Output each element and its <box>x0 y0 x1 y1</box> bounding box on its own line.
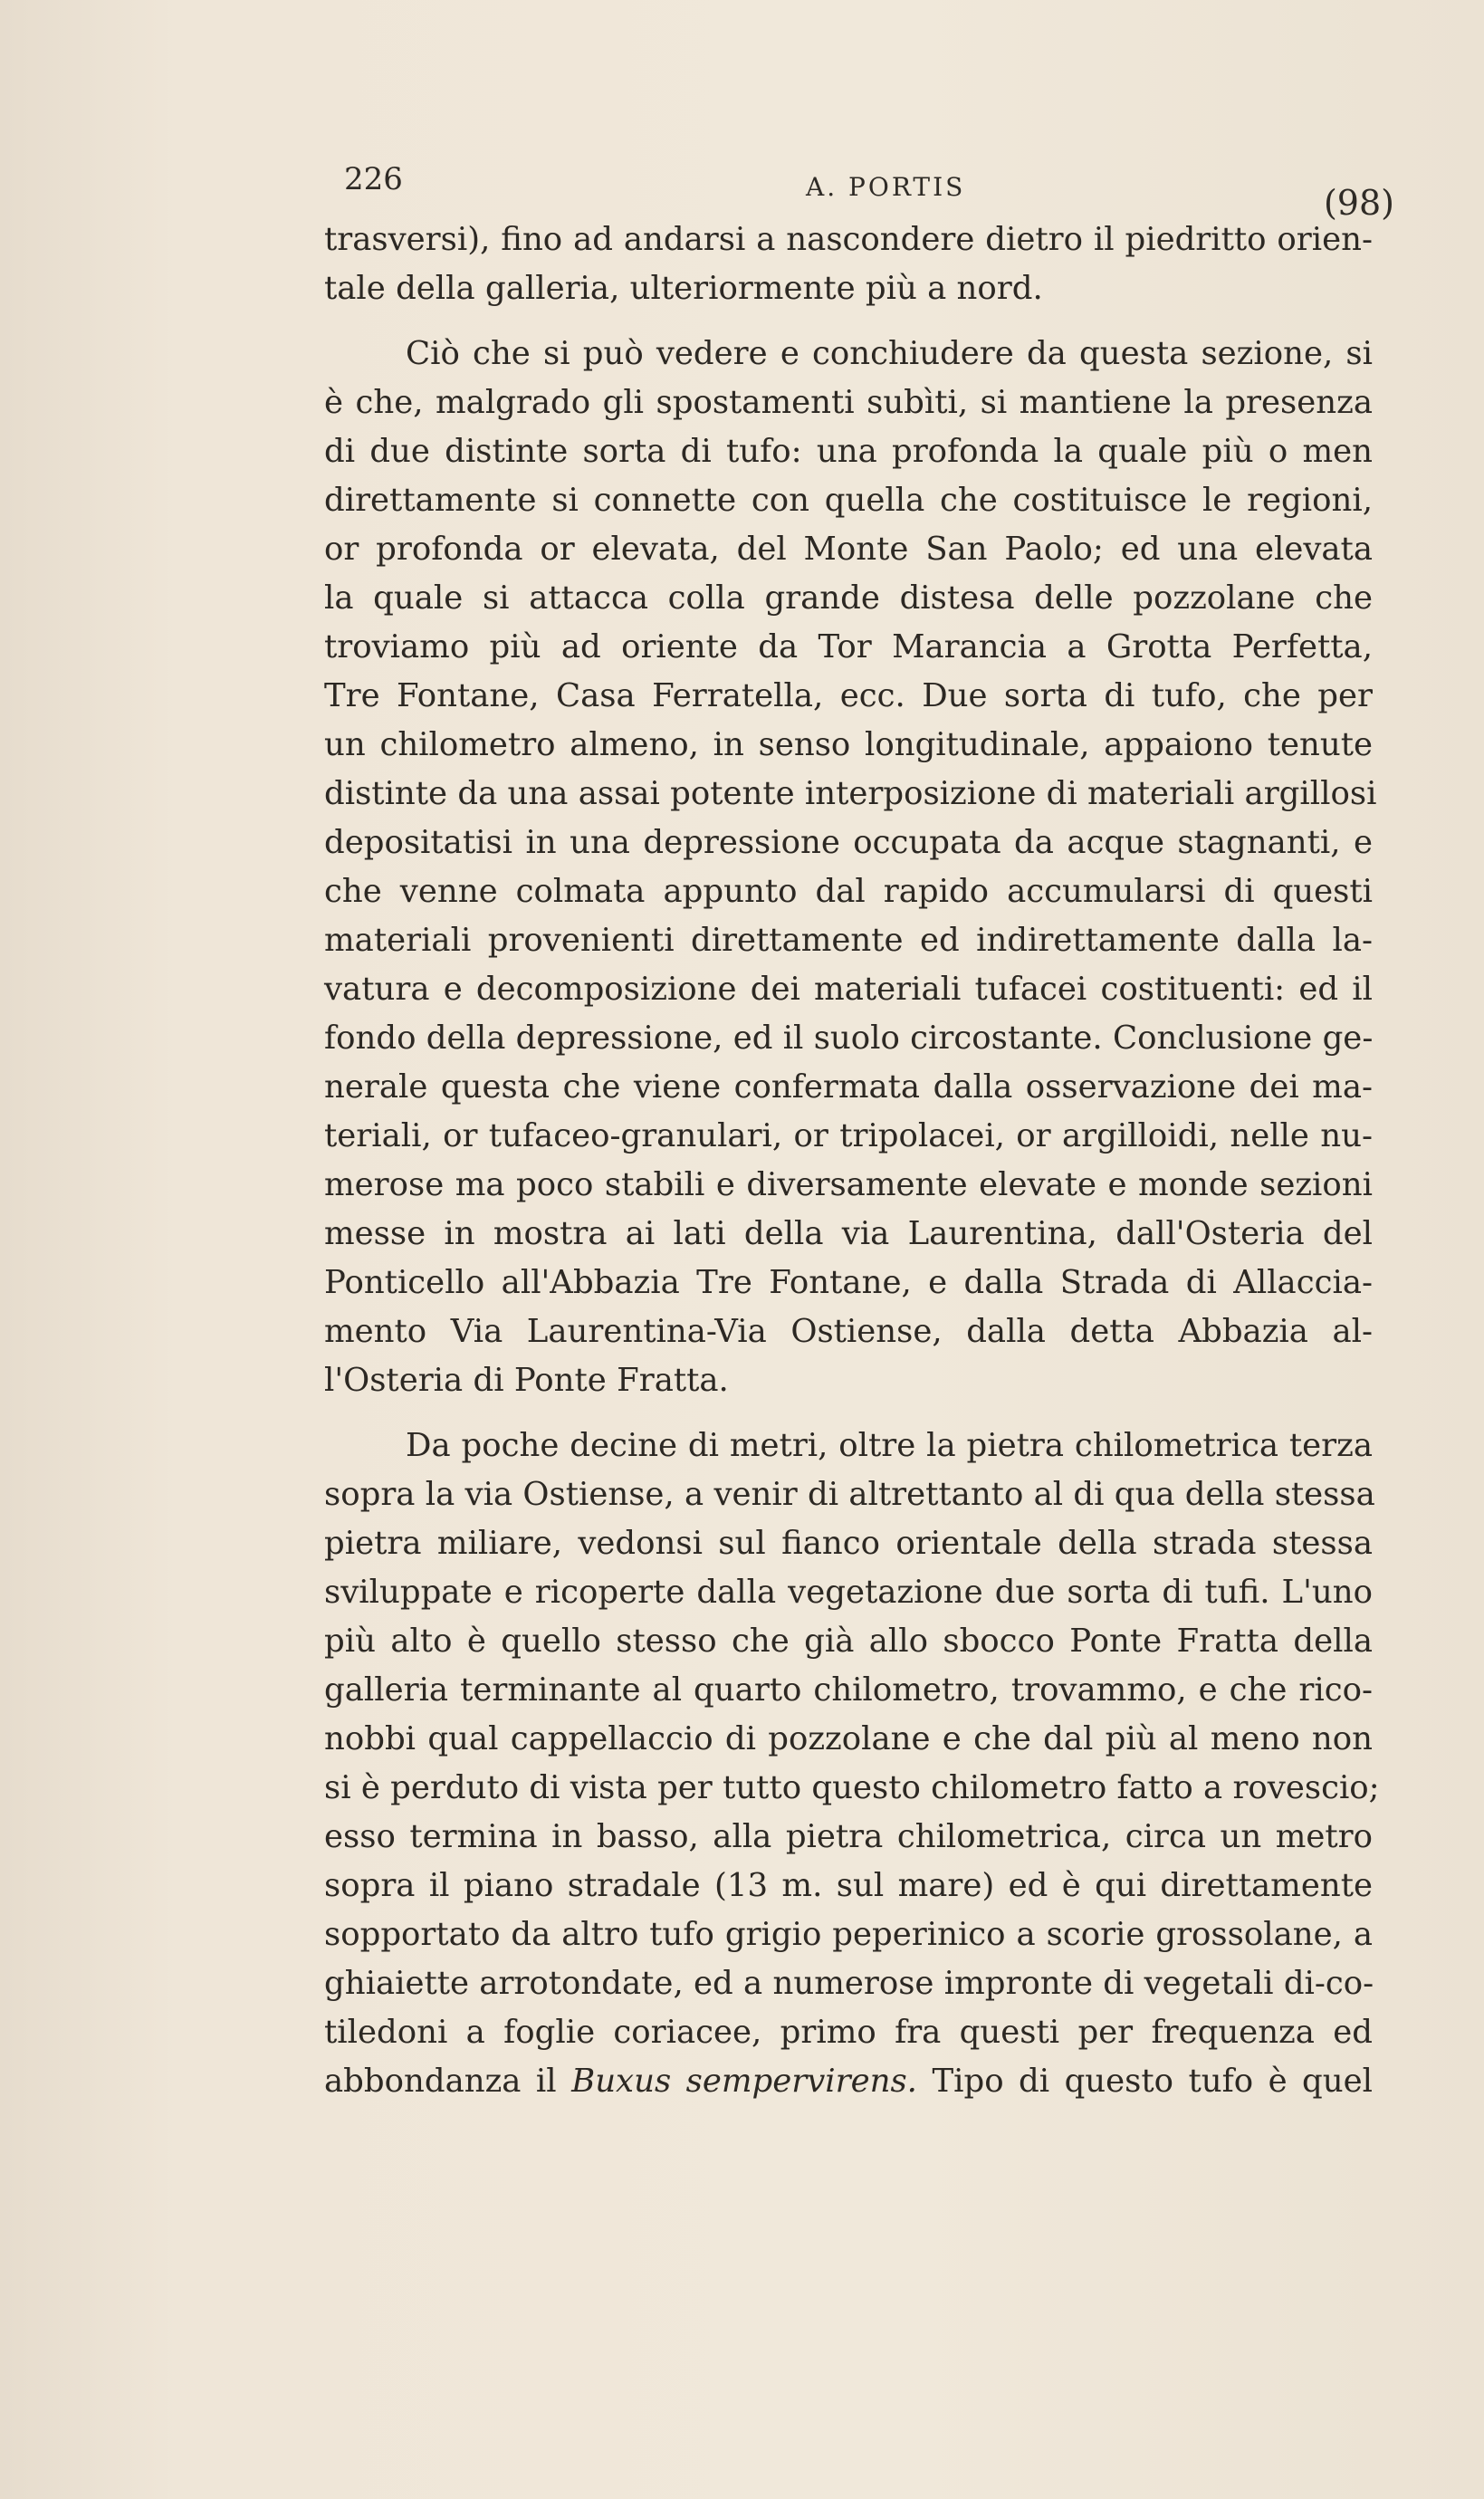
text-line: un chilometro almeno, in senso longitudinale, appaiono tenute <box>324 726 1373 763</box>
text-line: or profonda or elevata, del Monte San Paolo; ed una elevata <box>324 531 1373 568</box>
species-name: Buxus sempervirens. <box>571 2063 917 2100</box>
text-line: mento Via Laurentina-Via Ostiense, dalla detta Abbazia al- <box>324 1313 1373 1350</box>
text-line: è che, malgrado gli spostamenti subìti, si mantiene la presenza <box>324 384 1373 421</box>
text-line: Tre Fontane, Casa Ferratella, ecc. Due sorta di tufo, che per <box>324 677 1373 714</box>
text-line: nobbi qual cappellaccio di pozzolane e che dal più al meno non <box>324 1720 1373 1757</box>
paragraph-3 <box>324 1422 1380 2106</box>
text-line: teriali, or tufaceo-granulari, or tripolacei, or argilloidi, nelle nu- <box>324 1117 1373 1154</box>
text-line: esso termina in basso, alla pietra chilometrica, circa un metro <box>324 1818 1373 1855</box>
text-line: trasversi), fino ad andarsi a nascondere dietro il piedritto orien- <box>324 221 1373 258</box>
text-line: che venne colmata appunto dal rapido accumularsi di questi <box>324 873 1373 910</box>
paragraph-1 <box>324 215 1373 313</box>
page-header <box>344 161 1394 223</box>
text-line: nerale questa che viene confermata dalla osservazione dei ma- <box>324 1068 1373 1106</box>
text-line: vatura e decomposizione dei materiali tufacei costituenti: ed il <box>324 971 1373 1008</box>
final-line-start: abbondanza il <box>324 2063 572 2100</box>
text-line: fondo della depressione, ed il suolo circostante. Conclusione ge- <box>324 1020 1374 1057</box>
text-line: Da poche decine di metri, oltre la pietra chilometrica terza <box>406 1427 1373 1464</box>
text-line: materiali provenienti direttamente ed indirettamente dalla la- <box>324 922 1373 959</box>
section-reference: (98) <box>1323 183 1394 223</box>
text-line: tale della galleria, ulteriormente più a nord. <box>324 270 1043 307</box>
text-line: Ciò che si può vedere e conchiudere da questa sezione, si <box>406 335 1373 372</box>
text-line-final <box>324 2057 1373 2106</box>
text-line: ghiaiette arrotondate, ed a numerose impronte di vegetali di-co- <box>324 1965 1374 2002</box>
text-line: merose ma poco stabili e diversamente elevate e monde sezioni <box>324 1166 1373 1203</box>
page-number: 226 <box>344 161 403 197</box>
text-line: pietra miliare, vedonsi sul fianco orientale della strada stessa <box>324 1525 1373 1562</box>
text-line: la quale si attacca colla grande distesa delle pozzolane che <box>324 579 1373 617</box>
text-line: distinte da una assai potente interposizione di materiali argillosi <box>324 775 1377 812</box>
running-head: A. PORTIS <box>806 172 966 202</box>
text-line: sopra la via Ostiense, a venir di altrettanto al di qua della stessa <box>324 1476 1375 1513</box>
text-line: troviamo più ad oriente da Tor Marancia a Grotta Perfetta, <box>324 628 1373 665</box>
text-line: direttamente si connette con quella che costituisce le regioni, <box>324 482 1373 519</box>
text-line: più alto è quello stesso che già allo sbocco Ponte Fratta della <box>324 1623 1373 1660</box>
text-line: galleria terminante al quarto chilometro, trovammo, e che rico- <box>324 1671 1373 1709</box>
text-line: sopra il piano stradale (13 m. sul mare) ed è qui direttamente <box>324 1867 1373 1904</box>
paragraph-2 <box>324 330 1377 1405</box>
text-line: sopportato da altro tufo grigio peperinico a scorie grossolane, a <box>324 1916 1373 1953</box>
body-text <box>324 215 1380 2106</box>
text-line: Ponticello all'Abbazia Tre Fontane, e dalla Strada di Allaccia- <box>324 1264 1373 1301</box>
text-line: l'Osteria di Ponte Fratta. <box>324 1362 729 1399</box>
text-line: depositatisi in una depressione occupata da acque stagnanti, e <box>324 824 1373 861</box>
text-line: si è perduto di vista per tutto questo chilometro fatto a rovescio; <box>324 1769 1380 1806</box>
text-line: sviluppate e ricoperte dalla vegetazione due sorta di tufi. L'uno <box>324 1574 1373 1611</box>
final-line-end: Tipo di questo tufo è quel <box>916 2063 1374 2100</box>
text-line: tiledoni a foglie coriacee, primo fra questi per frequenza ed <box>324 2014 1373 2051</box>
text-line: di due distinte sorta di tufo: una profonda la quale più o men <box>324 433 1373 470</box>
text-line: messe in mostra ai lati della via Laurentina, dall'Osteria del <box>324 1215 1373 1252</box>
